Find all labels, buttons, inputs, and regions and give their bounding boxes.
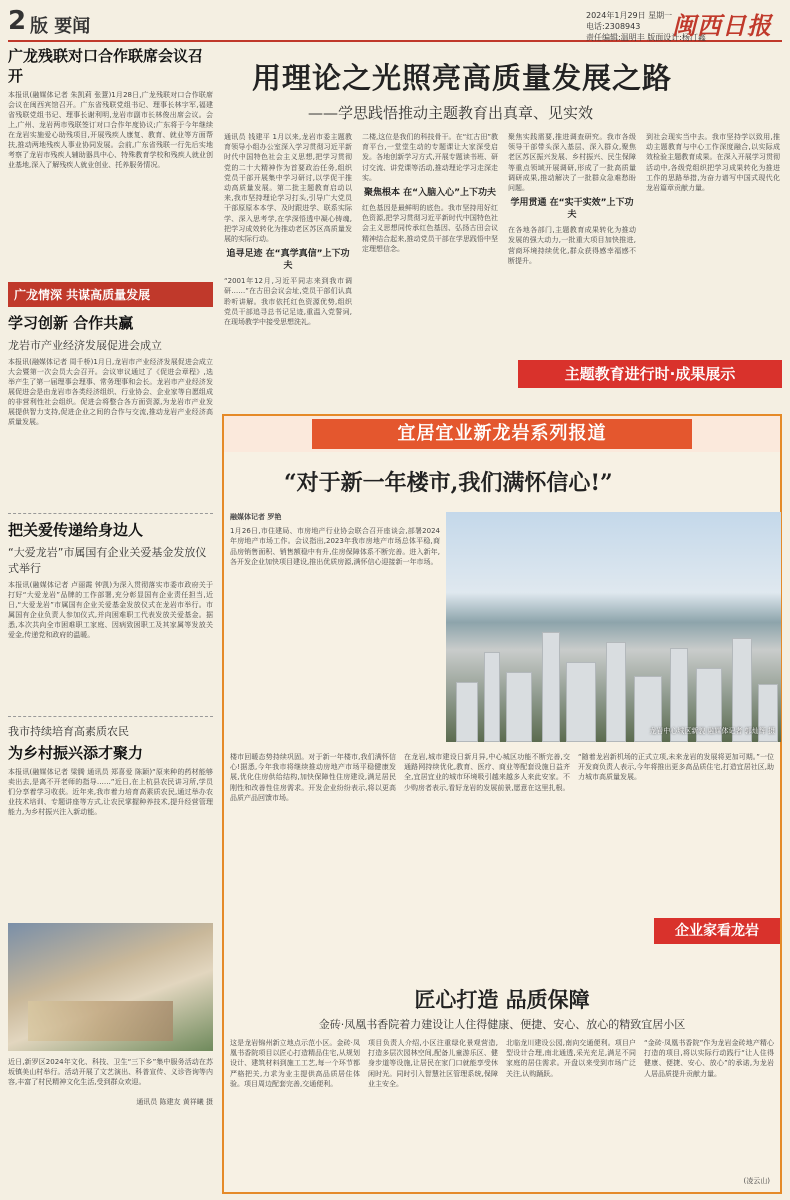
divider: [8, 513, 213, 514]
news-photo: [8, 923, 213, 1051]
article-body: 本报讯(融媒体记者 朱凯莉 张薏)1月28日,广龙残联对口合作联席会议在闽西宾馆召开。广东省残联党组书记、理事长林宇军,福建省残联党组书记、理事长谢利明,龙岩市副市长林俊出席会议。会上,广州、龙岩两市残联签订对口合作年度协议;广东将于今年继续在龙岩实施爱心助残项目,开展残疾人康复、教育、就业等方面帮扶,推动两地残疾人事业协同发展。会前,广东省残联一行先后实地考察了龙岩市残疾人辅助器具中心、特殊教育学校和残疾人就业创业基地,深入了解残疾人就业创业、托养服务情况。: [8, 91, 213, 169]
page-header: [8, 4, 782, 42]
main-headline: 用理论之光照亮高质量发展之路: [252, 61, 673, 95]
article-subtitle: “大爱龙岩”市属国有企业关爱基金发放仪式举行: [8, 546, 207, 575]
photo-credit: 通讯员 陈建友 黄祥曦 摄: [136, 1098, 213, 1106]
photo-caption: 龙岩中心城区新貌 融媒体记者 郭灿辉 摄: [649, 727, 775, 735]
column-text: 红色基因是最鲜明的底色。我市坚持用好红色资源,把学习贯彻习近平新时代中国特色社会主义思想同传承红色基因、弘扬古田会议精神结合起来,推动党员干部在学思践悟中坚定理想信念。: [362, 204, 498, 253]
column-text: “2001年12月,习近平同志来到我市调研……”在古田会议会址,党员干部们认真聆听讲解。我市依托红色资源优势,组织党员干部追寻总书记足迹,重温入党誓词,在现场教学中接受思想洗礼。: [224, 277, 352, 327]
article-subtitle: 我市持续培育高素质农民: [8, 725, 129, 738]
article-title: 广龙残联对口合作联席会议召开: [8, 47, 204, 85]
article-column: [362, 132, 498, 422]
byline: 融媒体记者 罗艳: [230, 513, 282, 521]
feature-column: “金砖·凤凰书香院”作为龙岩金砖地产精心打造的项目,将以实际行动践行“让人住得健康、便捷、安心、放心”的承诺,为龙岩人居品质提升贡献力量。: [644, 1039, 774, 1078]
section-subtitle: 金砖·凤凰书香院着力建设让人住得健康、便捷、安心、放心的精致宜居小区: [318, 1018, 686, 1031]
feature-column: 楼市回暖态势持续巩固。对于新一年楼市,我们满怀信心!据悉,今年我市将继续推动房地产市场平稳健康发展,优化住房供给结构,加快保障性住房建设,满足居民刚性和改善性住房需求。开发企业纷纷表示,将以更高品质产品回馈市场。: [230, 753, 396, 802]
column-text: 二楼,这位是我们的科技骨干。在“红古田”教育平台,一堂堂生动的专题课让大家深受启发。各地创新学习方式,开展专题读书班、研讨交流、讲党课等活动,推动理论学习走深走实。: [362, 133, 498, 182]
photo-caption-text: 近日,新罗区2024年文化、科技、卫生“三下乡”集中服务活动在苏坂镇美山村举行。活动开展了文艺演出、科普宣传、义诊咨询等内容,丰富了村民精神文化生活,受到群众欢迎。: [8, 1058, 213, 1086]
feature-column: 项目负责人介绍,小区注重绿化景观营造,打造多层次园林空间,配备儿童游乐区、健身步道等设施,让居民在家门口就能享受休闲时光。同时引入智慧社区管理系统,保障业主安全。: [368, 1039, 498, 1088]
article-body: 本报讯(融媒体记者 梁腾 通讯员 郑喜爱 陈颖)“原来种的药材能够卖出去,是离不开老师的指导……”近日,在上杭县农民讲习所,学员们分享着学习收获。近年来,我市着力培育高素质农民,通过举办农业技术培训、专题讲座等方式,让农民掌握种养技术,提升经营管理能力,为乡村振兴注入新动能。: [8, 768, 213, 816]
section-title: 匠心打造 品质保障: [414, 987, 590, 1012]
column-heading: 聚焦根本 在“入脑入心”上下功夫: [364, 188, 496, 199]
feature-column: 在龙岩,城市建设日新月异,中心城区功能不断完善,交通路网持续优化,教育、医疗、商业等配套设施日益齐全,宜居宜业的城市环境吸引越来越多人来此安家。不少购房者表示,看好龙岩的发展前景,愿意在这里扎根。: [404, 753, 570, 792]
feature-headline: “对于新一年楼市,我们满怀信心!”: [284, 470, 613, 496]
feature-badge: 企业家看龙岩: [654, 918, 780, 944]
phone: 电话:2308943: [586, 22, 641, 31]
column-text: 聚焦实践需要,推进调查研究。我市各级领导干部带头深入基层、深入群众,聚焦老区苏区振兴发展、乡村振兴、民生保障等重点领域开展调研,形成了一批高质量调研成果,推动解决了一批群众急难愁盼问题。: [508, 133, 636, 193]
feature-section: [222, 414, 782, 1194]
article-body: 本报讯(融媒体记者 周千桥)1月日,龙岩市产业经济发展促进会成立大会暨第一次会员大会召开。会议审议通过了《促进会章程》,选举产生了第一届理事会理事、常务理事和会长。龙岩市产业经济发展促进会是由龙岩市各类经济组织、行业协会、企业家等自愿组成的非营利性社会组织。促进会将整合各方面资源,为龙岩市产业发展提供智力支持,促进企业之间的合作与交流,推动龙岩产业经济高质量发展。: [8, 358, 213, 426]
article-title: 为乡村振兴添才聚力: [8, 744, 144, 762]
column-heading: 学用贯通 在“实干实效”上下功夫: [510, 198, 634, 221]
main-top-article: [222, 46, 782, 458]
lead-text: 1月26日,市住建局、市房地产行业协会联合召开座谈会,部署2024年房地产市场工作。会议指出,2023年我市房地产市场总体平稳,商品房销售面积、销售额稳中有升,住房保障体系不断完善。进入新年,各开发企业加快项目建设,推出优质房源,满怀信心迎接新一年市场。: [230, 527, 440, 566]
left-column: [8, 46, 213, 1194]
article-body: 本报讯(融媒体记者 卢丽霞 钟凯)为深入贯彻落实市委市政府关于打好“大爱龙岩”品牌的工作部署,充分彰显国有企业责任担当,近日,“大爱龙岩”市属国有企业关爱基金发放仪式在龙岩市举行。市属国有企业负责人参加仪式,并向困难职工代表发放关爱基金。据悉,本次共向全市困难职工家庭、因病致困职工及其家属等发放关爱金,传递党和政府的温暖。: [8, 581, 213, 639]
article-column: [224, 132, 352, 422]
author-signature: (凌云山): [743, 1177, 770, 1185]
feature-lead: [230, 512, 440, 746]
article-title: 学习创新 合作共赢: [8, 314, 134, 332]
main-subheadline: ——学思践悟推动主题教育出真章、见实效: [308, 104, 594, 122]
column-text: 在各地各部门,主题教育成果转化为推动发展的强大动力,一批重大项目加快推进,营商环境持续优化,群众获得感幸福感不断提升。: [508, 226, 636, 265]
column-heading: 追寻足迹 在“真学真信”上下功夫: [226, 249, 350, 272]
article-column: 到社会现实当中去。我市坚持学以致用,推动主题教育与中心工作深度融合,以实际成效检验主题教育成果。在深入开展学习贯彻活动中,各级党组织把学习成果转化为推进工作的思路举措,为奋力谱写中国式现代化龙岩篇章贡献力量。: [646, 133, 780, 193]
article-title: 把关爱传递给身边人: [8, 521, 144, 539]
issue-date: 2024年1月29日 星期一: [586, 11, 673, 20]
newspaper-logo: 闽西日报: [672, 12, 772, 40]
feature-column: 北临龙川建设公园,南向交通便利。项目户型设计合理,南北通透,采光充足,满足不同家庭的居住需求。开盘以来受到市场广泛关注,认购踊跃。: [506, 1039, 636, 1078]
feature-title: 宜居宜业新龙岩系列报道: [312, 419, 692, 449]
feature-column: “随着龙岩新机场的正式立项,未来龙岩的发展将更加可期。”一位开发商负责人表示,今年将推出更多高品质住宅,打造宜居社区,助力城市高质量发展。: [578, 753, 774, 782]
article-column: [508, 132, 636, 352]
divider: [8, 716, 213, 717]
page-section: 版 要闻: [30, 16, 91, 37]
city-photo: [446, 512, 781, 742]
editors: 责任编辑:温明丰 版面设计:杨汀鑫: [586, 33, 706, 42]
article-subtitle: 龙岩市产业经济发展促进会成立: [8, 339, 162, 352]
section-banner: 广龙情深 共谋高质量发展: [8, 282, 213, 307]
feature-column: 这是龙岩锦州新立地点示范小区。金砖·凤凰书香院项目以匠心打造精品住宅,从规划设计、建筑材料到施工工艺,每一个环节都严格把关,力求为业主提供高品质居住体验。项目周边配套完善,交通便利。: [230, 1039, 360, 1088]
section-banner: 主题教育进行时·成果展示: [518, 360, 782, 388]
page-number: 2: [8, 6, 27, 36]
column-text: 通讯员 钱建平 1月以来,龙岩市委主题教育领导小组办公室深入学习贯彻习近平新时代中国特色社会主义思想,把学习贯彻党的二十大精神作为首要政治任务,组织党员干部开展集中学习研讨,以学促干推动高质量发展。第二批主题教育启动以来,我市坚持理论学习打头,引导广大党员干部原原本本学、及时跟进学、联系实际学、深入思考学,在学深悟透中凝心铸魂,把学习成效转化为推动老区苏区高质量发展的实际行动。: [224, 133, 352, 244]
